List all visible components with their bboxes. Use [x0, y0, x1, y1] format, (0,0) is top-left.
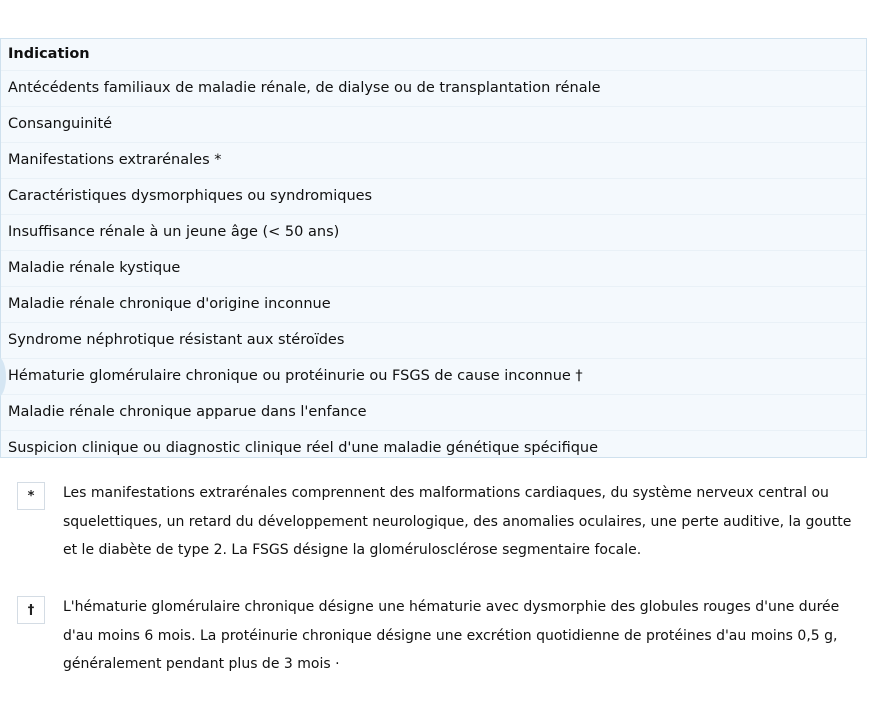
table-row: Consanguinité	[1, 106, 866, 142]
table-row: Maladie rénale kystique	[1, 250, 866, 286]
top-blank-strip	[0, 0, 870, 38]
table-row: Suspicion clinique ou diagnostic clinique réel d'une maladie génétique spécifique	[1, 430, 866, 466]
table-row: Maladie rénale chronique d'origine inconnue	[1, 286, 866, 322]
footnote-marker-asterisk[interactable]: *	[17, 482, 45, 510]
footnote-dagger	[0, 578, 870, 690]
footnote-text: Les manifestations extrarénales comprennent des malformations cardiaques, du système nerveux central ou squelettiques, un retard du développement neurologique, des anomalies oculaires, une perte auditive, la goutte et le diabète de type 2. La FSGS désigne la glomérulosclérose segmentaire focale.	[63, 485, 852, 558]
table-row: Insuffisance rénale à un jeune âge (< 50 ans)	[1, 214, 866, 250]
table-row: Caractéristiques dysmorphiques ou syndromiques	[1, 178, 866, 214]
table-row: Manifestations extrarénales *	[1, 142, 866, 178]
footnotes-section	[0, 466, 870, 690]
table-header-indication: Indication	[8, 46, 90, 62]
table-row: Maladie rénale chronique apparue dans l'enfance	[1, 394, 866, 430]
footnote-asterisk	[0, 466, 870, 578]
indications-table	[0, 38, 867, 458]
table-row: Syndrome néphrotique résistant aux stéroïdes	[1, 322, 866, 358]
footnote-text: L'hématurie glomérulaire chronique désigne une hématurie avec dysmorphie des globules rouges d'une durée d'au moins 6 mois. La protéinurie chronique désigne une excrétion quotidienne de protéines d'au moins 0,5 g, généralement pendant plus de 3 mois ·	[63, 599, 840, 672]
table-row: Antécédents familiaux de maladie rénale, de dialyse ou de transplantation rénale	[1, 70, 866, 106]
footnote-marker-dagger[interactable]: †	[17, 596, 45, 624]
table-row: Hématurie glomérulaire chronique ou protéinurie ou FSGS de cause inconnue †	[1, 358, 866, 394]
